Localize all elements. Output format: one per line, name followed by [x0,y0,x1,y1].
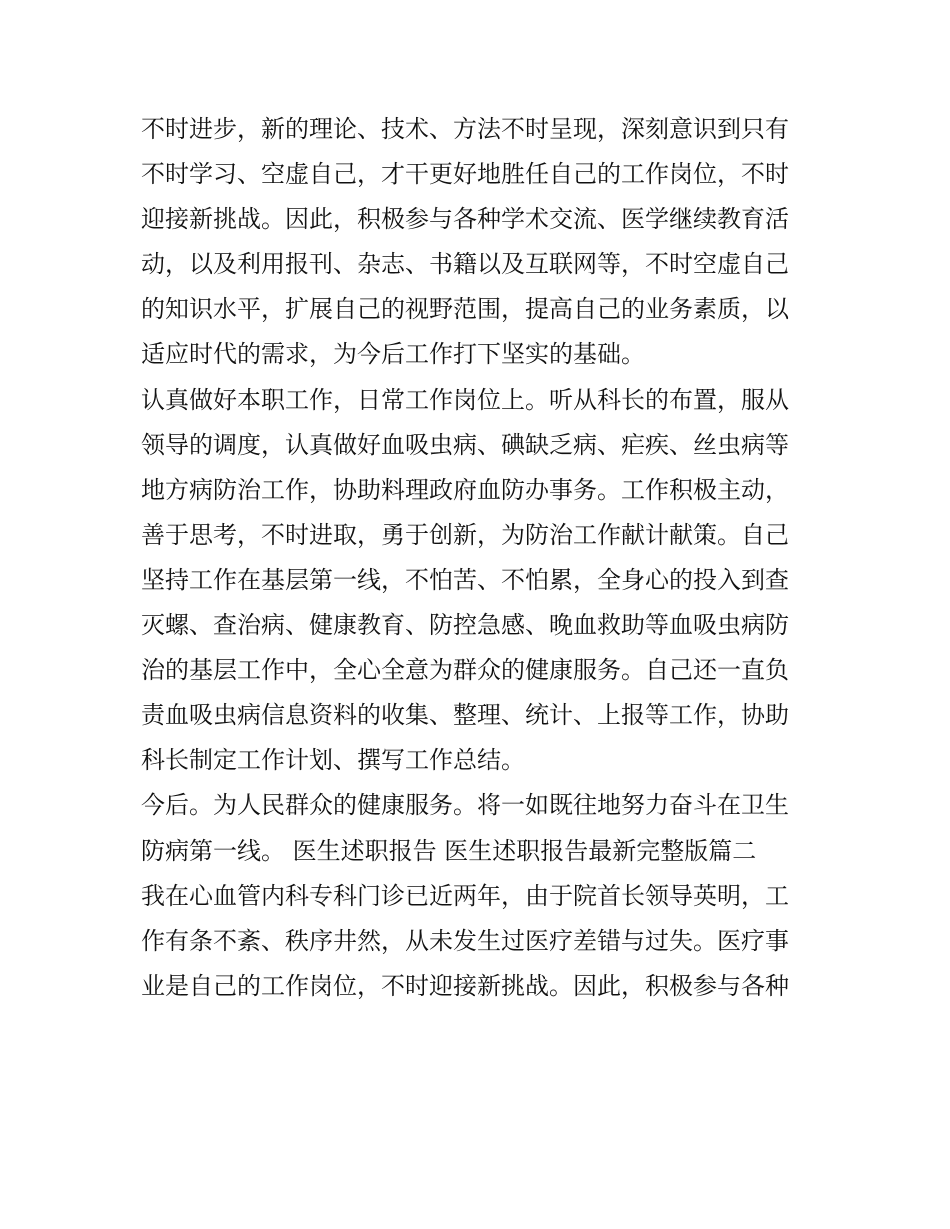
text-line: 业是自己的工作岗位，不时迎接新挑战。因此，积极参与各种 [141,971,789,1000]
text-line: 我在心血管内科专科门诊已近两年，由于院首长领导英明，工 [141,881,789,910]
text-line: 治的基层工作中，全心全意为群众的健康服务。自己还一直负 [141,656,789,685]
text-line: 领导的调度，认真做好血吸虫病、碘缺乏病、疟疾、丝虫病等 [141,430,789,459]
text-line: 不时进步，新的理论、技术、方法不时呈现，深刻意识到只有 [141,115,789,143]
text-line: 防病第一线。 医生述职报告 医生述职报告最新完整版篇二 [141,836,757,865]
text-line: 今后。为人民群众的健康服务。将一如既往地努力奋斗在卫生 [141,791,789,820]
text-line: 的知识水平，扩展自己的视野范围，提高自己的业务素质，以 [141,295,789,324]
text-line: 适应时代的需求，为今后工作打下坚实的基础。 [141,340,645,369]
text-line: 不时学习、空虚自己，才干更好地胜任自己的工作岗位，不时 [141,160,789,189]
document-body [141,107,821,1009]
text-line: 责血吸虫病信息资料的收集、整理、统计、上报等工作，协助 [141,701,789,730]
text-line: 坚持工作在基层第一线，不怕苦、不怕累，全身心的投入到查 [141,565,789,594]
text-line: 善于思考，不时进取，勇于创新，为防治工作献计献策。自己 [141,520,789,549]
text-line: 作有条不紊、秩序井然，从未发生过医疗差错与过失。医疗事 [141,926,789,955]
text-line: 动，以及利用报刊、杂志、书籍以及互联网等，不时空虚自己 [141,250,789,279]
text-line: 迎接新挑战。因此，积极参与各种学术交流、医学继续教育活 [141,205,789,234]
text-line: 科长制定工作计划、撰写工作总结。 [141,746,525,775]
text-line: 认真做好本职工作，日常工作岗位上。听从科长的布置，服从 [141,385,789,414]
text-line: 地方病防治工作，协助料理政府血防办事务。工作积极主动， [141,475,789,504]
text-line: 灭螺、查治病、健康教育、防控急感、晚血救助等血吸虫病防 [141,611,789,640]
